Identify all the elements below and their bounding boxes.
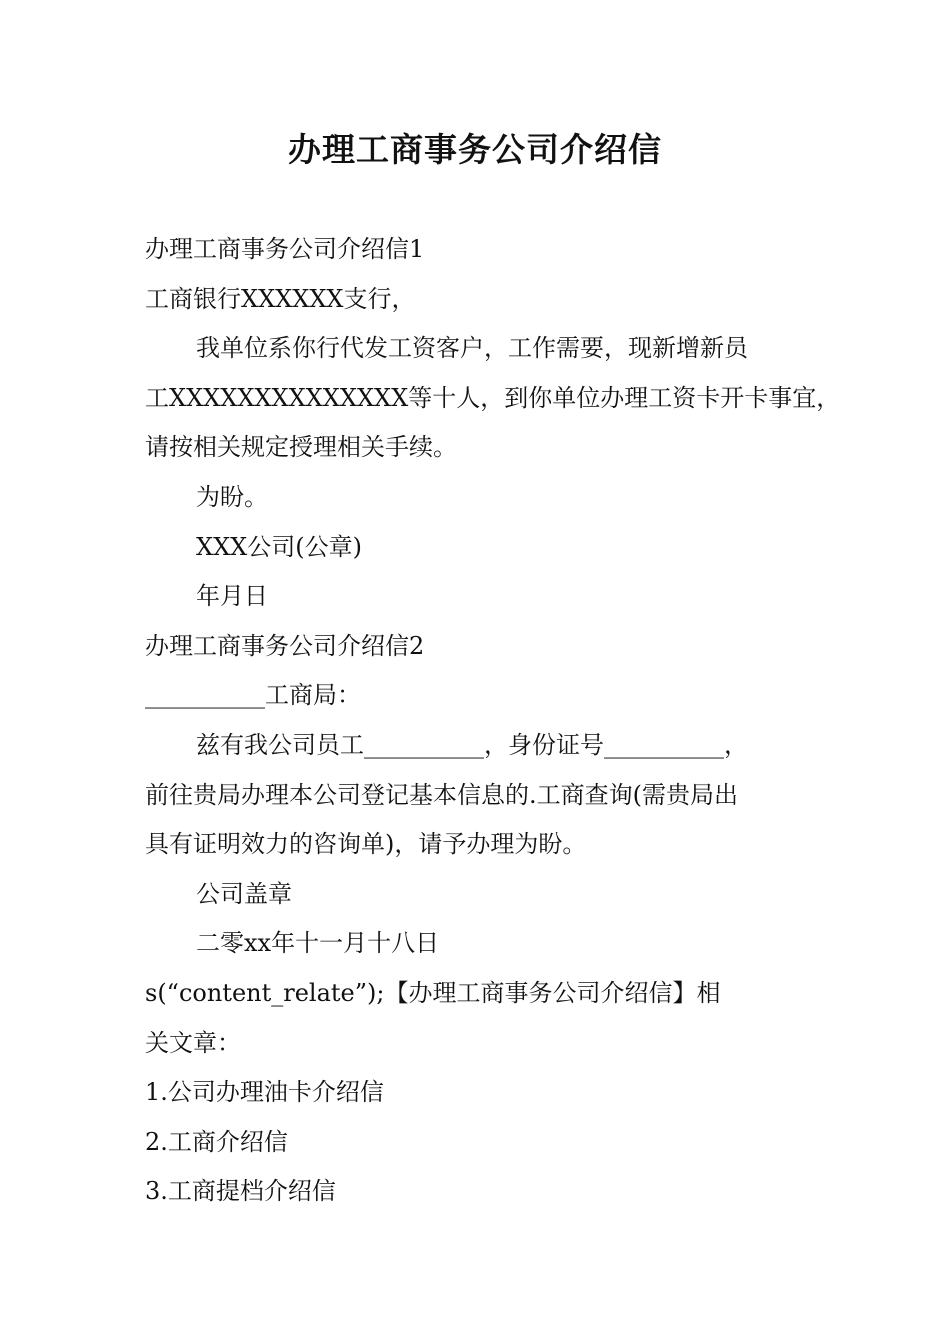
letter2-date: 二零xx年十一月十八日 [196, 929, 440, 958]
letter1-body-line: 请按相关规定授理相关手续。 [145, 433, 457, 462]
document-title: 办理工商事务公司介绍信 [288, 130, 662, 169]
letter1-recipient: 工商银行XXXXXX支行， [145, 284, 416, 313]
letter1-closing: 为盼。 [196, 482, 268, 511]
letter2-body-line: 前往贵局办理本公司登记基本信息的.工商查询(需贵局出 [145, 780, 738, 809]
letter2-signature: 公司盖章 [196, 879, 292, 908]
letter1-signature: XXX公司(公章) [196, 532, 362, 561]
related-intro-line: s(“content_relate”);【办理工商事务公司介绍信】相 [145, 978, 721, 1007]
letter1-body-line: 我单位系你行代发工资客户，工作需要，现新增新员 [196, 334, 748, 363]
letter1-date: 年月日 [196, 582, 268, 611]
related-article-item: 2.工商介绍信 [145, 1127, 288, 1156]
letter2-recipient: __________工商局： [145, 681, 361, 710]
related-intro-line: 关文章： [145, 1028, 241, 1057]
document-body [145, 225, 841, 1217]
related-article-item: 3.工商提档介绍信 [145, 1177, 336, 1206]
letter1-body-line: 工XXXXXXXXXXXXXX等十人，到你单位办理工资卡开卡事宜， [145, 383, 841, 412]
letter2-heading: 办理工商事务公司介绍信2 [145, 631, 425, 660]
letter2-body-line: 具有证明效力的咨询单)，请予办理为盼。 [145, 830, 587, 859]
related-article-item: 1.公司办理油卡介绍信 [145, 1078, 384, 1107]
letter2-body-line: 兹有我公司员工__________，身份证号__________， [196, 730, 748, 759]
letter1-heading: 办理工商事务公司介绍信1 [145, 235, 425, 263]
